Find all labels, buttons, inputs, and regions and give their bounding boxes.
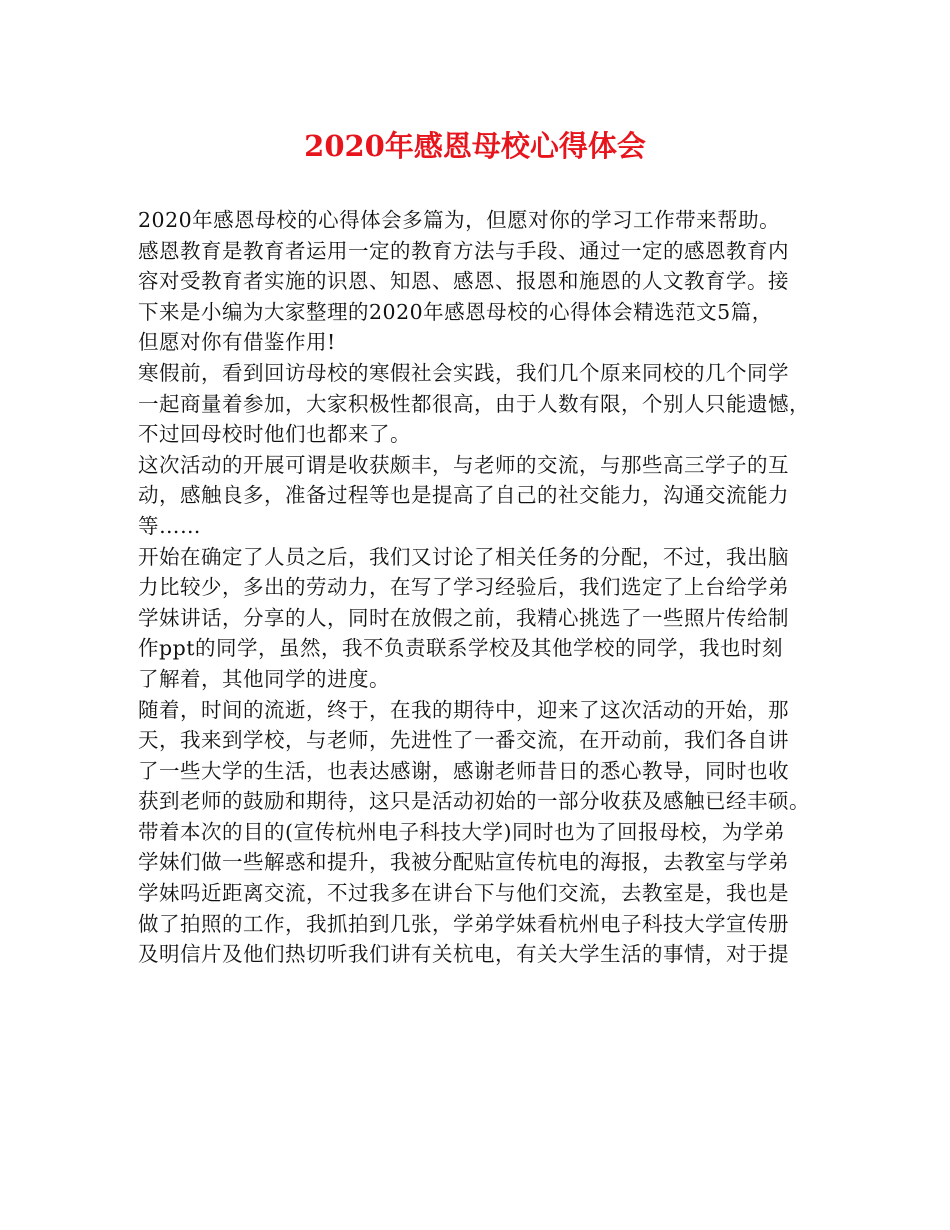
body-line: 天，我来到学校，与老师，先进性了一番交流，在开动前，我们各自讲 — [138, 728, 789, 753]
body-line: 等…… — [138, 513, 201, 538]
document-body — [138, 205, 828, 970]
body-line: 作ppt的同学，虽然，我不负责联系学校及其他学校的同学，我也时刻 — [138, 636, 783, 661]
body-line: 获到老师的鼓励和期待，这只是活动初始的一部分收获及感触已经丰硕。 — [138, 789, 810, 814]
body-line: 动，感触良多，准备过程等也是提高了自己的社交能力，沟通交流能力 — [138, 483, 789, 508]
body-line: 容对受教育者实施的识恩、知恩、感恩、报恩和施恩的人文教育学。接 — [138, 269, 789, 294]
body-line: 这次活动的开展可谓是收获颇丰，与老师的交流，与那些高三学子的互 — [138, 452, 789, 477]
body-line: 了解着，其他同学的进度。 — [138, 666, 390, 691]
body-line: 及明信片及他们热切听我们讲有关杭电，有关大学生活的事情，对于提 — [138, 942, 789, 967]
body-line: 带着本次的目的(宣传杭州电子科技大学)同时也为了回报母校，为学弟 — [138, 819, 785, 844]
body-line: 感恩教育是教育者运用一定的教育方法与手段、通过一定的感恩教育内 — [138, 238, 789, 263]
body-line: 学妹们做一些解惑和提升，我被分配贴宣传杭电的海报，去教室与学弟 — [138, 850, 789, 875]
body-line: 做了拍照的工作，我抓拍到几张，学弟学妹看杭州电子科技大学宣传册 — [138, 911, 789, 936]
body-line: 了一些大学的生活，也表达感谢，感谢老师昔日的悉心教导，同时也收 — [138, 758, 789, 783]
body-line: 随着，时间的流逝，终于，在我的期待中，迎来了这次活动的开始，那 — [138, 697, 789, 722]
body-line: 但愿对你有借鉴作用! — [138, 330, 336, 355]
body-line: 力比较少，多出的劳动力，在写了学习经验后，我们选定了上台给学弟 — [138, 575, 789, 600]
body-line: 寒假前，看到回访母校的寒假社会实践，我们几个原来同校的几个同学 — [138, 360, 789, 385]
body-line: 开始在确定了人员之后，我们又讨论了相关任务的分配，不过，我出脑 — [138, 544, 789, 569]
body-line: 一起商量着参加，大家积极性都很高，由于人数有限，个别人只能遗憾， — [138, 391, 810, 416]
body-line: 2020年感恩母校的心得体会多篇为，但愿对你的学习工作带来帮助。 — [138, 208, 781, 232]
body-line: 学妹讲话，分享的人，同时在放假之前，我精心挑选了一些照片传给制 — [138, 605, 789, 630]
body-line: 下来是小编为大家整理的2020年感恩母校的心得体会精选范文5篇， — [138, 299, 773, 324]
body-line: 学妹吗近距离交流，不过我多在讲台下与他们交流，去教室是，我也是 — [138, 881, 789, 906]
document-title: 2020年感恩母校心得体会 — [304, 129, 646, 163]
body-line: 不过回母校时他们也都来了。 — [138, 422, 411, 447]
